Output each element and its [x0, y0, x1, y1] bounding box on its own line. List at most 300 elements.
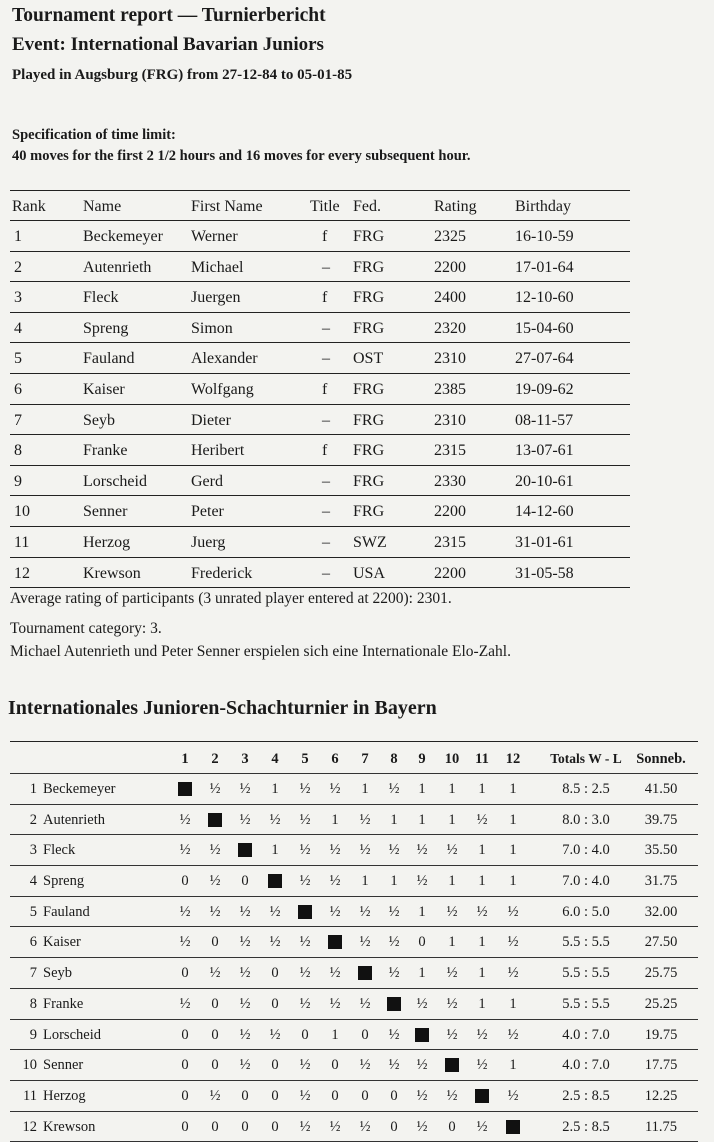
game-result: ½	[446, 965, 458, 982]
player-rating: 2385	[434, 380, 466, 398]
game-result: ½	[299, 1118, 311, 1135]
game-result: ½	[446, 1026, 458, 1043]
tournament-category-note: Tournament category: 3.	[10, 620, 162, 637]
game-result: 1	[390, 811, 398, 828]
player-rating: 2325	[434, 228, 466, 245]
crosstable-rank: 2	[29, 811, 37, 828]
game-result: ½	[239, 1026, 251, 1043]
crosstable-sonneborn: 25.25	[644, 995, 678, 1012]
player-rank: 8	[14, 442, 22, 460]
player-birthday: 15-04-60	[515, 319, 574, 337]
player-row	[10, 435, 630, 466]
game-result: ½	[269, 1026, 281, 1043]
game-result: ½	[269, 811, 281, 828]
player-federation: USA	[353, 564, 386, 582]
game-result: ½	[239, 903, 251, 920]
player-federation: FRG	[353, 503, 385, 521]
game-result: ½	[388, 934, 400, 951]
crosstable-rank: 12	[22, 1118, 37, 1135]
game-result: 0	[448, 1118, 456, 1135]
player-row	[10, 313, 630, 344]
game-result: ½	[359, 1057, 371, 1074]
game-result: 0	[390, 1118, 398, 1135]
game-result: ½	[329, 995, 341, 1012]
player-federation: FRG	[353, 442, 385, 460]
crosstable-sonneborn: 27.50	[644, 934, 678, 951]
game-result: ½	[388, 842, 400, 859]
game-result: ½	[239, 781, 251, 797]
game-result: 1	[331, 811, 339, 828]
game-result: ½	[209, 842, 221, 859]
black-square	[238, 843, 252, 857]
game-result: 0	[241, 1087, 249, 1104]
game-result: 1	[448, 934, 456, 951]
player-rating: 2200	[434, 503, 466, 521]
self-pairing-block	[351, 965, 379, 985]
player-title: f	[322, 228, 328, 245]
game-result: ½	[388, 965, 400, 982]
game-result: 1	[478, 873, 486, 890]
player-rank: 5	[14, 350, 22, 368]
player-name: Franke	[83, 442, 128, 460]
player-federation: FRG	[353, 472, 385, 490]
game-result: 0	[211, 1057, 219, 1074]
game-result: ½	[209, 873, 221, 890]
player-rank: 3	[14, 289, 22, 307]
black-square	[208, 813, 222, 827]
player-row	[10, 221, 630, 252]
self-pairing-block	[468, 1088, 496, 1108]
player-first-name: Michael	[191, 258, 244, 276]
game-result: 0	[181, 1087, 189, 1104]
crosstable-player-name: Fauland	[43, 903, 90, 920]
header-rating: Rating	[434, 198, 477, 215]
crosstable-row	[10, 866, 698, 897]
crosstable-rank: 9	[29, 1026, 37, 1043]
game-result: 1	[478, 842, 486, 859]
crosstable-header	[10, 741, 698, 774]
player-birthday: 31-01-61	[515, 533, 574, 551]
player-rating: 2200	[434, 564, 466, 582]
game-result: 1	[448, 873, 456, 890]
crosstable-player-name: Kaiser	[43, 934, 81, 951]
player-name: Herzog	[83, 533, 131, 551]
crosstable-row	[10, 774, 698, 805]
crosstable-player-name: Beckemeyer	[43, 781, 116, 797]
game-result: ½	[446, 903, 458, 920]
player-rank: 7	[14, 411, 22, 429]
game-result: ½	[209, 965, 221, 982]
player-name: Krewson	[83, 564, 141, 582]
elo-note: Michael Autenrieth und Peter Senner erspielen sich eine Internationale Elo-Zahl.	[10, 643, 511, 660]
players-table-header	[10, 190, 630, 221]
crosstable-row	[10, 989, 698, 1020]
header-name: Name	[83, 198, 122, 215]
player-federation: OST	[353, 350, 384, 368]
player-rank: 4	[14, 319, 22, 337]
player-name: Lorscheid	[83, 472, 147, 490]
player-rating: 2310	[434, 350, 466, 368]
player-first-name: Heribert	[191, 442, 245, 460]
player-rating: 2330	[434, 472, 466, 490]
column-header-7: 7	[361, 751, 369, 767]
game-result: 0	[181, 1057, 189, 1074]
game-result: 1	[509, 811, 517, 828]
crosstable-total: 5.5 : 5.5	[562, 995, 610, 1012]
game-result: ½	[359, 842, 371, 859]
game-result: ½	[416, 1057, 428, 1074]
player-rank: 9	[14, 472, 22, 490]
column-header-2: 2	[211, 751, 219, 767]
player-title: –	[322, 533, 330, 551]
crosstable-sonneborn: 41.50	[644, 781, 678, 797]
crosstable-rank: 6	[29, 934, 37, 951]
player-row	[10, 282, 630, 313]
player-first-name: Simon	[191, 319, 233, 337]
crosstable-rank: 5	[29, 903, 37, 920]
player-title: –	[322, 350, 330, 368]
game-result: ½	[446, 1087, 458, 1104]
game-result: ½	[239, 934, 251, 951]
game-result: ½	[179, 995, 191, 1012]
black-square	[506, 1120, 520, 1134]
player-title: f	[322, 289, 328, 307]
game-result: ½	[239, 811, 251, 828]
crosstable-title: Internationales Junioren-Schachturnier in Bayern	[8, 697, 437, 719]
black-square	[475, 1089, 489, 1103]
game-result: 0	[211, 1026, 219, 1043]
game-result: ½	[416, 1087, 428, 1104]
game-result: ½	[507, 903, 519, 920]
game-result: ½	[329, 781, 341, 797]
self-pairing-block	[438, 1057, 466, 1077]
game-result: ½	[388, 1026, 400, 1043]
player-row	[10, 405, 630, 436]
game-result: ½	[329, 903, 341, 920]
game-result: 1	[509, 1057, 517, 1074]
game-result: ½	[299, 842, 311, 859]
header-federation: Fed.	[353, 198, 381, 215]
game-result: ½	[299, 934, 311, 951]
player-birthday: 20-10-61	[515, 472, 574, 490]
game-result: 0	[390, 1087, 398, 1104]
player-title: –	[322, 472, 330, 490]
crosstable-total: 7.0 : 4.0	[562, 873, 610, 890]
player-name: Fauland	[83, 350, 135, 368]
self-pairing-block	[380, 996, 408, 1016]
crosstable-player-name: Franke	[43, 995, 84, 1012]
player-first-name: Dieter	[191, 411, 231, 429]
crosstable-row	[10, 958, 698, 989]
average-rating-note: Average rating of participants (3 unrated player entered at 2200): 2301.	[10, 590, 452, 607]
player-rank: 11	[14, 533, 30, 551]
game-result: ½	[476, 1026, 488, 1043]
header-totals: Totals W - L	[550, 751, 622, 766]
game-result: ½	[388, 1057, 400, 1074]
player-birthday: 13-07-61	[515, 442, 574, 460]
player-rating: 2320	[434, 319, 466, 337]
game-result: ½	[179, 934, 191, 951]
player-federation: FRG	[353, 258, 385, 276]
report-title: Tournament report — Turnierbericht	[12, 5, 326, 26]
crosstable-rank: 11	[23, 1087, 37, 1104]
players-table	[10, 190, 630, 588]
game-result: 0	[271, 965, 279, 982]
game-result: 0	[331, 1057, 339, 1074]
game-result: ½	[359, 811, 371, 828]
game-result: ½	[299, 781, 311, 797]
game-result: ½	[299, 1057, 311, 1074]
player-birthday: 16-10-59	[515, 228, 574, 245]
player-row	[10, 558, 630, 589]
game-result: ½	[269, 934, 281, 951]
player-federation: FRG	[353, 319, 385, 337]
game-result: ½	[239, 995, 251, 1012]
self-pairing-block	[321, 934, 349, 954]
player-title: –	[322, 503, 330, 521]
player-name: Kaiser	[83, 380, 125, 398]
game-result: ½	[179, 842, 191, 859]
crosstable	[10, 741, 698, 1142]
game-result: 0	[211, 995, 219, 1012]
self-pairing-block	[171, 781, 199, 801]
game-result: 1	[478, 781, 486, 797]
crosstable-sonneborn: 39.75	[644, 811, 678, 828]
crosstable-sonneborn: 11.75	[644, 1118, 678, 1135]
game-result: ½	[507, 1087, 519, 1104]
game-result: 1	[448, 811, 456, 828]
game-result: 1	[509, 873, 517, 890]
event-venue-dates: Played in Augsburg (FRG) from 27-12-84 to 05-01-85	[12, 67, 353, 83]
crosstable-row	[10, 835, 698, 866]
player-federation: FRG	[353, 380, 385, 398]
self-pairing-block	[201, 812, 229, 832]
player-row	[10, 374, 630, 405]
game-result: ½	[476, 1118, 488, 1135]
column-header-9: 9	[418, 751, 426, 767]
player-title: –	[322, 564, 330, 582]
game-result: ½	[299, 995, 311, 1012]
crosstable-sonneborn: 32.00	[644, 903, 678, 920]
game-result: 1	[509, 781, 517, 797]
player-birthday: 14-12-60	[515, 503, 574, 521]
game-result: 1	[418, 903, 426, 920]
game-result: 1	[271, 781, 279, 797]
game-result: 1	[478, 934, 486, 951]
game-result: 0	[361, 1087, 369, 1104]
column-header-10: 10	[444, 751, 460, 767]
player-title: –	[322, 258, 330, 276]
crosstable-row	[10, 897, 698, 928]
game-result: 0	[241, 1118, 249, 1135]
time-limit-heading: Specification of time limit:	[12, 127, 176, 143]
crosstable-total: 2.5 : 8.5	[562, 1087, 610, 1104]
player-row	[10, 527, 630, 558]
player-title: –	[322, 319, 330, 337]
crosstable-sonneborn: 17.75	[644, 1057, 678, 1074]
time-limit-text: 40 moves for the first 2 1/2 hours and 16 moves for every subsequent hour.	[12, 148, 471, 164]
self-pairing-block	[231, 842, 259, 862]
player-row	[10, 343, 630, 374]
column-header-8: 8	[390, 751, 398, 767]
game-result: ½	[329, 873, 341, 890]
player-rank: 10	[14, 503, 30, 521]
player-first-name: Werner	[191, 228, 238, 245]
crosstable-total: 8.5 : 2.5	[562, 781, 610, 797]
game-result: 1	[418, 781, 426, 797]
game-result: 0	[331, 1087, 339, 1104]
player-first-name: Alexander	[191, 350, 258, 368]
player-birthday: 19-09-62	[515, 380, 574, 398]
game-result: 1	[509, 842, 517, 859]
crosstable-sonneborn: 12.25	[644, 1087, 678, 1104]
player-first-name: Juergen	[191, 289, 241, 307]
player-federation: FRG	[353, 228, 385, 245]
crosstable-player-name: Lorscheid	[43, 1026, 101, 1043]
crosstable-row	[10, 1112, 698, 1142]
crosstable-rank: 3	[29, 842, 37, 859]
game-result: 1	[271, 842, 279, 859]
self-pairing-block	[291, 904, 319, 924]
crosstable-sonneborn: 31.75	[644, 873, 678, 890]
crosstable-player-name: Senner	[43, 1057, 84, 1074]
game-result: 0	[361, 1026, 369, 1043]
player-rating: 2400	[434, 289, 466, 307]
black-square	[178, 782, 192, 796]
game-result: ½	[446, 995, 458, 1012]
game-result: ½	[329, 965, 341, 982]
player-birthday: 27-07-64	[515, 350, 574, 368]
player-row	[10, 466, 630, 497]
game-result: 1	[418, 965, 426, 982]
crosstable-total: 6.0 : 5.0	[562, 903, 610, 920]
player-rating: 2200	[434, 258, 466, 276]
game-result: ½	[179, 811, 191, 828]
crosstable-rank: 8	[29, 995, 37, 1012]
player-birthday: 08-11-57	[515, 411, 574, 429]
crosstable-player-name: Autenrieth	[43, 811, 106, 828]
crosstable-rank: 1	[29, 781, 37, 797]
crosstable-total: 4.0 : 7.0	[562, 1057, 610, 1074]
black-square	[387, 997, 401, 1011]
game-result: ½	[416, 842, 428, 859]
game-result: ½	[446, 842, 458, 859]
player-rating: 2315	[434, 442, 466, 460]
game-result: 1	[331, 1026, 339, 1043]
column-header-3: 3	[241, 751, 249, 767]
game-result: ½	[359, 934, 371, 951]
game-result: ½	[507, 1026, 519, 1043]
player-federation: FRG	[353, 289, 385, 307]
game-result: ½	[329, 842, 341, 859]
crosstable-sonneborn: 35.50	[644, 842, 678, 859]
column-header-5: 5	[301, 751, 309, 767]
game-result: ½	[388, 903, 400, 920]
player-first-name: Wolfgang	[191, 380, 254, 398]
crosstable-player-name: Herzog	[43, 1087, 86, 1104]
game-result: ½	[299, 965, 311, 982]
player-first-name: Juerg	[191, 533, 226, 551]
header-rank: Rank	[12, 198, 46, 215]
game-result: ½	[299, 1087, 311, 1104]
player-name: Beckemeyer	[83, 228, 163, 245]
column-header-12: 12	[505, 751, 521, 767]
crosstable-player-name: Seyb	[43, 965, 72, 982]
game-result: 0	[181, 873, 189, 890]
game-result: ½	[476, 1057, 488, 1074]
game-result: 0	[271, 995, 279, 1012]
game-result: ½	[388, 781, 400, 797]
player-birthday: 17-01-64	[515, 258, 574, 276]
game-result: ½	[359, 1118, 371, 1135]
black-square	[328, 935, 342, 949]
crosstable-rank: 10	[22, 1057, 37, 1074]
header-first-name: First Name	[191, 198, 263, 215]
player-row	[10, 496, 630, 527]
player-title: f	[322, 380, 328, 398]
game-result: 0	[241, 873, 249, 890]
game-result: ½	[269, 903, 281, 920]
crosstable-total: 4.0 : 7.0	[562, 1026, 610, 1043]
crosstable-total: 8.0 : 3.0	[562, 811, 610, 828]
player-rank: 6	[14, 380, 22, 398]
player-first-name: Frederick	[191, 564, 253, 582]
crosstable-total: 2.5 : 8.5	[562, 1118, 610, 1135]
player-birthday: 12-10-60	[515, 289, 574, 307]
game-result: 0	[211, 934, 219, 951]
game-result: ½	[416, 995, 428, 1012]
game-result: 1	[478, 995, 486, 1012]
crosstable-row	[10, 805, 698, 836]
game-result: ½	[476, 903, 488, 920]
player-name: Autenrieth	[83, 258, 152, 276]
game-result: ½	[299, 873, 311, 890]
game-result: ½	[209, 781, 221, 797]
game-result: ½	[299, 811, 311, 828]
crosstable-total: 5.5 : 5.5	[562, 934, 610, 951]
game-result: 1	[418, 811, 426, 828]
player-rank: 2	[14, 258, 22, 276]
crosstable-row	[10, 1020, 698, 1051]
game-result: ½	[359, 995, 371, 1012]
black-square	[445, 1058, 459, 1072]
game-result: 0	[181, 965, 189, 982]
player-title: –	[322, 411, 330, 429]
player-name: Spreng	[83, 319, 129, 337]
crosstable-row	[10, 1050, 698, 1081]
crosstable-total: 7.0 : 4.0	[562, 842, 610, 859]
game-result: ½	[209, 903, 221, 920]
black-square	[415, 1028, 429, 1042]
header-sonneborn: Sonneb.	[636, 751, 686, 767]
game-result: 0	[301, 1026, 309, 1043]
crosstable-row	[10, 1081, 698, 1112]
crosstable-total: 5.5 : 5.5	[562, 965, 610, 982]
player-first-name: Peter	[191, 503, 224, 521]
game-result: ½	[507, 965, 519, 982]
game-result: 0	[211, 1118, 219, 1135]
game-result: 0	[181, 1026, 189, 1043]
player-first-name: Gerd	[191, 472, 223, 490]
player-row	[10, 252, 630, 283]
player-rating: 2310	[434, 411, 466, 429]
crosstable-rank: 7	[29, 965, 37, 982]
crosstable-row	[10, 927, 698, 958]
game-result: ½	[179, 903, 191, 920]
game-result: ½	[507, 934, 519, 951]
game-result: 0	[271, 1057, 279, 1074]
column-header-11: 11	[475, 751, 489, 767]
